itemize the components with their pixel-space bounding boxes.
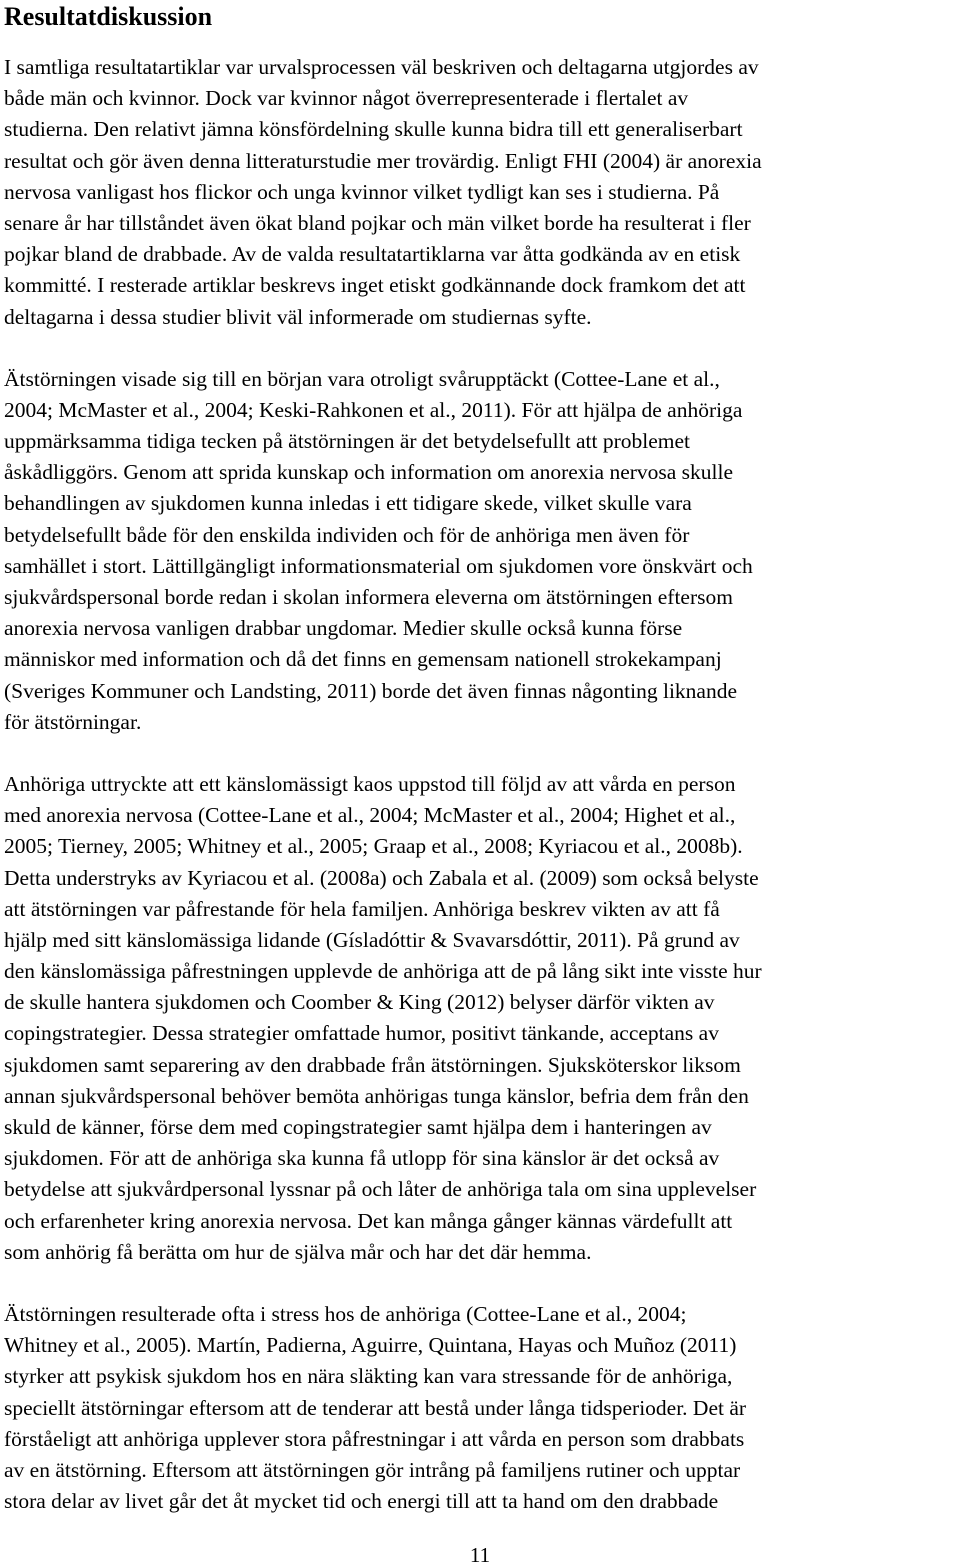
text-line: som anhörig få berätta om hur de själva mår och har det där hemma.: [4, 1239, 592, 1264]
text-line: Whitney et al., 2005). Martín, Padierna, Aguirre, Quintana, Hayas och Muñoz (2011): [4, 1333, 737, 1358]
text-line: styrker att psykisk sjukdom hos en nära släkting kan vara stressande för de anhöriga,: [4, 1364, 733, 1389]
text-line: för ätstörningar.: [4, 709, 142, 734]
paragraph-4: [4, 1299, 956, 1517]
text-line: både män och kvinnor. Dock var kvinnor något överrepresenterade i flertalet av: [4, 86, 689, 111]
text-line: pojkar bland de drabbade. Av de valda resultatartiklarna var åtta godkända av en etisk: [4, 242, 741, 267]
text-line: (Sveriges Kommuner och Landsting, 2011) borde det även finnas någonting liknande: [4, 678, 738, 703]
text-line: Ätstörningen resulterade ofta i stress hos de anhöriga (Cottee-Lane et al., 2004;: [4, 1301, 687, 1326]
text-line: hjälp med sitt känslomässiga lidande (Gísladóttir & Svavarsdóttir, 2011). På grund av: [4, 927, 740, 952]
page-number: 11: [469, 1543, 491, 1567]
text-line: resultat och gör även denna litteraturstudie mer trovärdig. Enligt FHI (2004) är anorexia: [4, 148, 762, 173]
text-line: åskådliggörs. Genom att sprida kunskap och information om anorexia nervosa skulle: [4, 460, 734, 485]
text-line: sjukdomen. För att de anhöriga ska kunna få utlopp för sina känslor är det också av: [4, 1146, 720, 1171]
text-line: studierna. Den relativt jämna könsfördelning skulle kunna bidra till ett generaliserbart: [4, 117, 743, 142]
text-line: nervosa vanligast hos flickor och unga kvinnor vilket tydligt kan ses i studierna. På: [4, 179, 720, 204]
text-line: de skulle hantera sjukdomen och Coomber & King (2012) belyser därför vikten av: [4, 990, 715, 1015]
text-line: 2005; Tierney, 2005; Whitney et al., 2005; Graap et al., 2008; Kyriacou et al., 2008b).: [4, 834, 743, 859]
text-line: Anhöriga uttryckte att ett känslomässigt kaos uppstod till följd av att vårda en person: [4, 771, 736, 796]
text-line: 2004; McMaster et al., 2004; Keski-Rahkonen et al., 2011). För att hjälpa de anhöriga: [4, 397, 743, 422]
text-line: betydelsefullt både för den enskilda individen och för de anhöriga men även för: [4, 522, 690, 547]
document-page: [4, 0, 956, 1517]
text-line: av en ätstörning. Eftersom att ätstörningen gör intrång på familjens rutiner och upptar: [4, 1457, 741, 1482]
text-line: skuld de känner, förse dem med copingstrategier samt hjälpa dem i hanteringen av: [4, 1115, 712, 1139]
text-line: den känslomässiga påfrestningen upplevde de anhöriga att de på lång sikt inte visste hur: [4, 959, 762, 984]
text-line: sjukvårdspersonal borde redan i skolan informera eleverna om ätstörningen eftersom: [4, 585, 733, 609]
paragraph-3: [4, 769, 956, 1268]
paragraph-1: [4, 52, 956, 333]
text-line: sjukdomen samt separering av den drabbade från ätstörningen. Sjuksköterskor liksom: [4, 1052, 741, 1077]
text-line: uppmärksamma tidiga tecken på ätstörningen är det betydelsefullt att problemet: [4, 429, 690, 454]
text-line: anorexia nervosa vanligen drabbar ungdomar. Medier skulle också kunna förse: [4, 616, 683, 641]
text-line: speciellt ätstörningar eftersom att de tenderar att bestå under långa tidsperioder. Det är: [4, 1395, 747, 1420]
text-line: behandlingen av sjukdomen kunna inledas i ett tidigare skede, vilket skulle vara: [4, 491, 692, 516]
text-line: Ätstörningen visade sig till en början vara otroligt svårupptäckt (Cottee-Lane et al.,: [4, 366, 720, 391]
text-line: annan sjukvårdspersonal behöver bemöta anhörigas tunga känslor, befria dem från den: [4, 1083, 749, 1108]
text-line: med anorexia nervosa (Cottee-Lane et al., 2004; McMaster et al., 2004; Highet et al.,: [4, 803, 736, 828]
text-line: kommitté. I resterade artiklar beskrevs inget etiskt godkännande dock framkom det att: [4, 273, 746, 298]
text-line: betydelse att sjukvårdpersonal lyssnar på och låter de anhöriga tala om sina upplevelser: [4, 1177, 757, 1202]
text-line: och erfarenheter kring anorexia nervosa. Det kan många gånger kännas värdefullt att: [4, 1208, 733, 1233]
text-line: senare år har tillståndet även ökat bland pojkar och män vilket borde ha resulterat i fler: [4, 210, 751, 235]
text-line: Detta understryks av Kyriacou et al. (2008a) och Zabala et al. (2009) som också belyste: [4, 865, 759, 890]
text-line: samhället i stort. Lättillgängligt informationsmaterial om sjukdomen vore önskvärt och: [4, 553, 753, 578]
section-heading: Resultatdiskussion: [4, 2, 213, 31]
text-line: I samtliga resultatartiklar var urvalsprocessen väl beskriven och deltagarna utgjordes av: [4, 55, 759, 79]
text-line: att ätstörningen var påfrestande för hela familjen. Anhöriga beskrev vikten av att få: [4, 896, 720, 921]
text-line: copingstrategier. Dessa strategier omfattade humor, positivt tänkande, acceptans av: [4, 1021, 719, 1046]
text-line: människor med information och då det finns en gemensam nationell strokekampanj: [4, 647, 722, 672]
paragraph-2: [4, 364, 956, 738]
text-line: deltagarna i dessa studier blivit väl informerade om studiernas syfte.: [4, 304, 592, 329]
text-line: stora delar av livet går det åt mycket tid och energi till att ta hand om den drabbade: [4, 1489, 719, 1514]
text-line: förståeligt att anhöriga upplever stora påfrestningar i att vårda en person som drabbats: [4, 1426, 745, 1451]
